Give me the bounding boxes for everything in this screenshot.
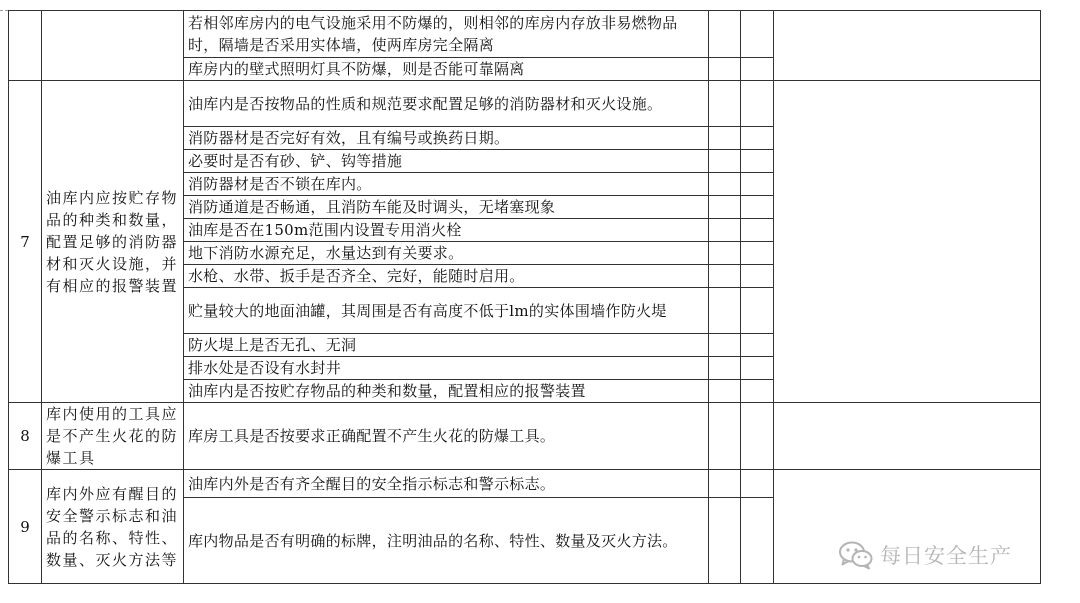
check-item: 贮量较大的地面油罐，其周围是否有高度不低于lm的实体围墙作防火堤 — [184, 288, 709, 334]
check-result-cell[interactable] — [741, 196, 774, 219]
check-result-cell[interactable] — [709, 127, 741, 150]
check-item: 油库是否在150m范围内设置专用消火栓 — [184, 219, 709, 242]
check-item: 消防器材是否完好有效，且有编号或换药日期。 — [184, 127, 709, 150]
check-item: 排水处是否设有水封井 — [184, 357, 709, 380]
check-item: 消防器材是否不锁在库内。 — [184, 173, 709, 196]
check-result-cell[interactable] — [709, 265, 741, 288]
check-result-cell[interactable] — [741, 334, 774, 357]
check-result-cell[interactable] — [709, 11, 741, 58]
check-result-cell[interactable] — [741, 242, 774, 265]
check-item: 水枪、水带、扳手是否齐全、完好，能随时启用。 — [184, 265, 709, 288]
check-item: 必要时是否有砂、铲、钩等措施 — [184, 150, 709, 173]
requirement-cell: 库内使用的工具应是不产生火花的防爆工具 — [42, 403, 184, 470]
check-item: 库房内的壁式照明灯具不防爆，则是否能可靠隔离 — [184, 58, 709, 81]
requirement-cell — [42, 11, 184, 81]
check-item: 消防通道是否畅通，且消防车能及时调头，无堵塞现象 — [184, 196, 709, 219]
check-result-cell[interactable] — [741, 11, 774, 58]
check-result-cell[interactable] — [741, 498, 774, 584]
wechat-icon — [838, 540, 874, 570]
check-item: 若相邻库房内的电气设施采用不防爆的，则相邻的库房内存放非易燃物品时，隔墙是否采用实体墙，使两库房完全隔离 — [184, 11, 709, 58]
check-result-cell[interactable] — [709, 498, 741, 584]
check-result-cell[interactable] — [709, 334, 741, 357]
check-result-cell[interactable] — [741, 150, 774, 173]
check-result-cell[interactable] — [741, 219, 774, 242]
check-result-cell[interactable] — [709, 81, 741, 127]
check-item: 油库内外是否有齐全醒目的安全指示标志和警示标志。 — [184, 470, 709, 498]
check-result-cell[interactable] — [709, 173, 741, 196]
check-result-cell[interactable] — [709, 196, 741, 219]
check-result-cell[interactable] — [709, 357, 741, 380]
check-result-cell[interactable] — [741, 403, 774, 470]
check-item: 防火堤上是否无孔、无洞 — [184, 334, 709, 357]
table-row — [9, 403, 1041, 470]
row-number: 7 — [9, 81, 42, 403]
check-item: 油库内是否按贮存物品的种类和数量，配置相应的报警装置 — [184, 380, 709, 403]
check-result-cell[interactable] — [709, 288, 741, 334]
check-result-cell[interactable] — [709, 242, 741, 265]
row-number: 9 — [9, 470, 42, 584]
requirement-cell: 油库内应按贮存物品的种类和数量，配置足够的消防器材和灭火设施，并有相应的报警装置 — [42, 81, 184, 403]
row-number: 8 — [9, 403, 42, 470]
check-result-cell[interactable] — [709, 380, 741, 403]
table-row — [9, 470, 1041, 498]
check-result-cell[interactable] — [741, 81, 774, 127]
requirement-cell: 库内外应有醒目的安全警示标志和油品的名称、特性、数量、灭火方法等 — [42, 470, 184, 584]
check-result-cell[interactable] — [709, 219, 741, 242]
check-result-cell[interactable] — [741, 288, 774, 334]
check-item: 库房工具是否按要求正确配置不产生火花的防爆工具。 — [184, 403, 709, 470]
remarks-cell[interactable] — [774, 403, 1041, 470]
check-result-cell[interactable] — [741, 380, 774, 403]
remarks-cell[interactable] — [774, 81, 1041, 403]
inspection-checklist-table — [8, 10, 1041, 584]
check-item: 地下消防水源充足，水量达到有关要求。 — [184, 242, 709, 265]
watermark — [838, 540, 1012, 570]
check-result-cell[interactable] — [709, 470, 741, 498]
check-result-cell[interactable] — [741, 173, 774, 196]
remarks-cell[interactable] — [774, 11, 1041, 81]
table-row — [9, 81, 1041, 127]
check-item: 库内物品是否有明确的标牌，注明油品的名称、特性、数量及灭火方法。 — [184, 498, 709, 584]
row-number — [9, 11, 42, 81]
check-result-cell[interactable] — [741, 127, 774, 150]
watermark-text: 每日安全生产 — [880, 544, 1012, 568]
check-result-cell[interactable] — [741, 265, 774, 288]
check-result-cell[interactable] — [709, 58, 741, 81]
table-row — [9, 11, 1041, 58]
check-result-cell[interactable] — [709, 403, 741, 470]
check-item: 油库内是否按物品的性质和规范要求配置足够的消防器材和灭火设施。 — [184, 81, 709, 127]
check-result-cell[interactable] — [709, 150, 741, 173]
check-result-cell[interactable] — [741, 470, 774, 498]
check-result-cell[interactable] — [741, 58, 774, 81]
check-result-cell[interactable] — [741, 357, 774, 380]
